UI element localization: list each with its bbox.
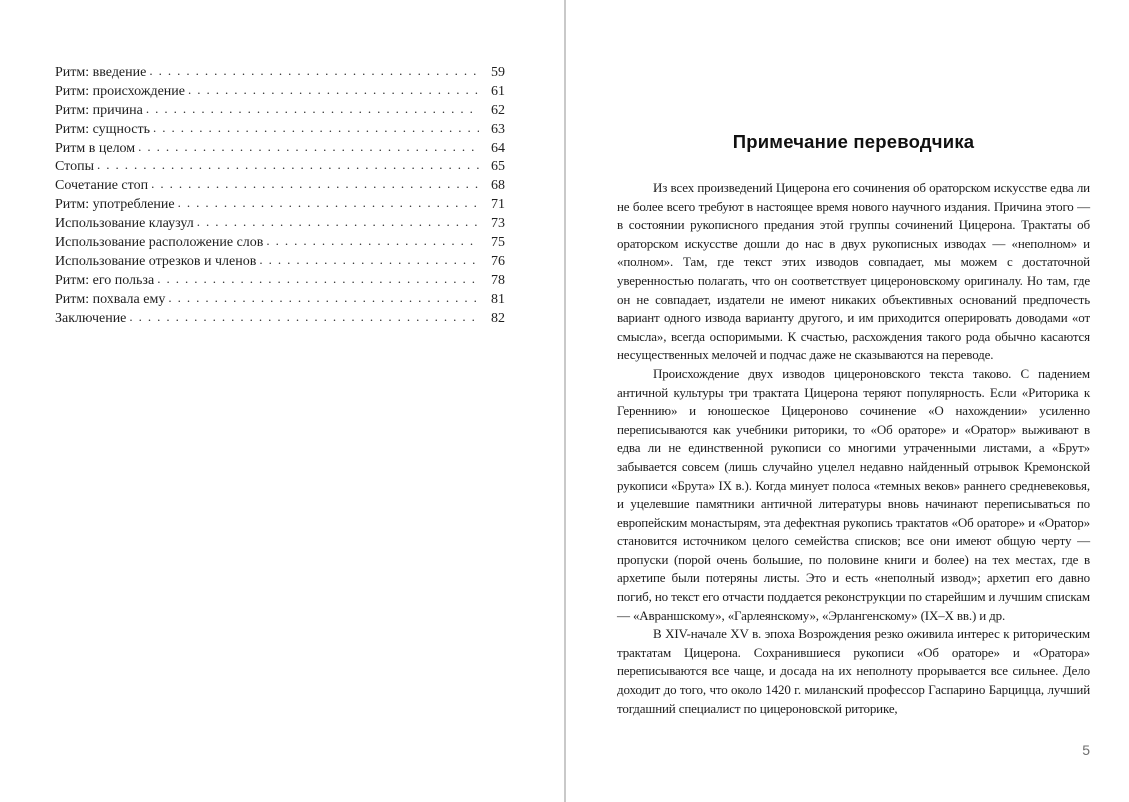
toc-page-number: 59	[491, 65, 505, 80]
toc-row	[55, 253, 505, 272]
toc-entry-label: Сочетание стоп	[55, 178, 149, 194]
page-number: 5	[1082, 742, 1090, 758]
toc-leader-dots	[146, 101, 479, 118]
toc-page-number: 76	[491, 253, 505, 269]
toc-page-number: 64	[491, 140, 505, 156]
toc-leader-dots	[188, 82, 479, 99]
toc-leader-dots	[178, 195, 479, 212]
toc-page-number: 62	[491, 102, 505, 118]
body-paragraph: Из всех произведений Цицерона его сочинения об ораторском искусстве едва ли не более всего требуют в настоящее время нового научного издания. Причина этого — в состоянии рукописного предания этой группы сочинений Цицерона. Трактаты об ораторском искусстве дошли до нас в двух рукописных изводах — «неполном» и «полном». Там, где текст этих изводов совпадает, мы можем с достаточной уверенностью полагать, что он соответствует цицероновскому оригиналу. Но там, где он не совпадает, издатели не имеют никаких объективных оснований предпочесть вариант одного извода варианту другого, и им приходится оперировать доводами «от смысла», всегда оспоримыми. К счастью, расхождения такого рода обычно касаются несущественных мелочей и подчас даже не сказываются на переводе.	[617, 180, 1090, 363]
toc-row	[55, 310, 505, 329]
toc-leader-dots	[259, 252, 479, 269]
toc-page-number: 73	[491, 216, 505, 232]
toc-entry-label: Использование отрезков и членов	[55, 253, 257, 269]
toc-row	[55, 234, 505, 253]
toc-entry-label: Ритм: его польза	[55, 272, 155, 288]
toc-page-number: 81	[491, 291, 505, 307]
toc-row	[55, 177, 505, 196]
toc-entry-label: Использование расположение слов	[55, 235, 264, 251]
toc-entry-label: Заключение	[55, 310, 127, 326]
toc-leader-dots	[153, 120, 479, 137]
toc-leader-dots	[138, 139, 479, 156]
table-of-contents	[55, 64, 505, 328]
toc-leader-dots	[149, 63, 479, 80]
toc-entry-label: Использование клаузул	[55, 216, 194, 232]
toc-page-number: 75	[491, 235, 505, 251]
toc-page-number: 65	[491, 159, 505, 175]
toc-row	[55, 215, 505, 234]
toc-row	[55, 140, 505, 159]
toc-entry-label: Стопы	[55, 159, 94, 175]
toc-leader-dots	[151, 176, 479, 193]
toc-row	[55, 196, 505, 215]
toc-entry-label: Ритм: происхождение	[55, 83, 185, 99]
page-divider	[564, 0, 566, 802]
toc-leader-dots	[129, 309, 479, 326]
toc-row	[55, 64, 505, 83]
toc-entry-label: Ритм в целом	[55, 140, 136, 156]
toc-leader-dots	[197, 214, 479, 231]
toc-row	[55, 272, 505, 291]
toc-row	[55, 291, 505, 310]
toc-entry-label: Ритм: причина	[55, 102, 143, 118]
body-paragraph: Происхождение двух изводов цицероновского текста таково. С падением античной культуры три трактата Цицерона теряют популярность. Если «Риторика к Гереннию» и юношеское Цицероново сочинение «О нахождении» усиленно переписываются как учебники риторики, то «Об ораторе» и «Оратор» выживают в едва ли не единственной рукописи со многими утраченными листами, а «Брут» забывается совсем (лишь случайно уцелел недавно найденный отрывок Кремонской рукописи «Брута» IX в.). Когда минует полоса «темных веков» раннего средневековья, и уцелевшие памятники античной литературы вновь начинают переписываться по европейским монастырям, эта дефектная рукопись трактатов «Об ораторе» и «Оратор» становится источником целого семейства списков; все они имеют общую черту — пропуски (порой очень большие, по половине книги и более) на тех местах, где в архетипе были потеряны листы. Это и есть «неполный извод»; архетип его давно погиб, но текст его отчасти поддается реконструкции по старейшим и лучшим спискам — «Авраншскому», «Гарлеянскому», «Эрлангенскому» (IX–X вв.) и др.	[617, 365, 1090, 623]
toc-leader-dots	[157, 271, 479, 288]
toc-entry-label: Ритм: употребление	[55, 197, 175, 213]
toc-leader-dots	[97, 157, 479, 174]
toc-entry-label: Ритм: сущность	[55, 121, 151, 137]
toc-page-number: 78	[491, 272, 505, 288]
toc-page-number: 61	[491, 83, 505, 99]
toc-row	[55, 158, 505, 177]
toc-page-number: 68	[491, 178, 505, 194]
translator-note	[617, 131, 1090, 718]
toc-page-number: 63	[491, 121, 505, 137]
translator-note-heading: Примечание переводчика	[732, 131, 975, 152]
toc-leader-dots	[266, 233, 479, 250]
toc-row	[55, 102, 505, 121]
toc-page-number: 82	[491, 310, 505, 326]
toc-row	[55, 83, 505, 102]
toc-row	[55, 121, 505, 140]
body-paragraph: В XIV-начале XV в. эпоха Возрождения резко оживила интерес к риторическим трактатам Цицерона. Сохранившиеся рукописи «Об ораторе» и «Оратора» переписываются все чаще, и досада на их неполноту прорывается все сильнее. Дело доходит до того, что около 1420 г. миланский профессор Гаспарино Барцицца, лучший тогдашний специалист по цицероновской риторике,	[617, 626, 1090, 716]
toc-page-number: 71	[491, 197, 505, 213]
toc-entry-label: Ритм: введение	[55, 65, 147, 80]
toc-leader-dots	[168, 290, 479, 307]
toc-entry-label: Ритм: похвала ему	[55, 291, 166, 307]
